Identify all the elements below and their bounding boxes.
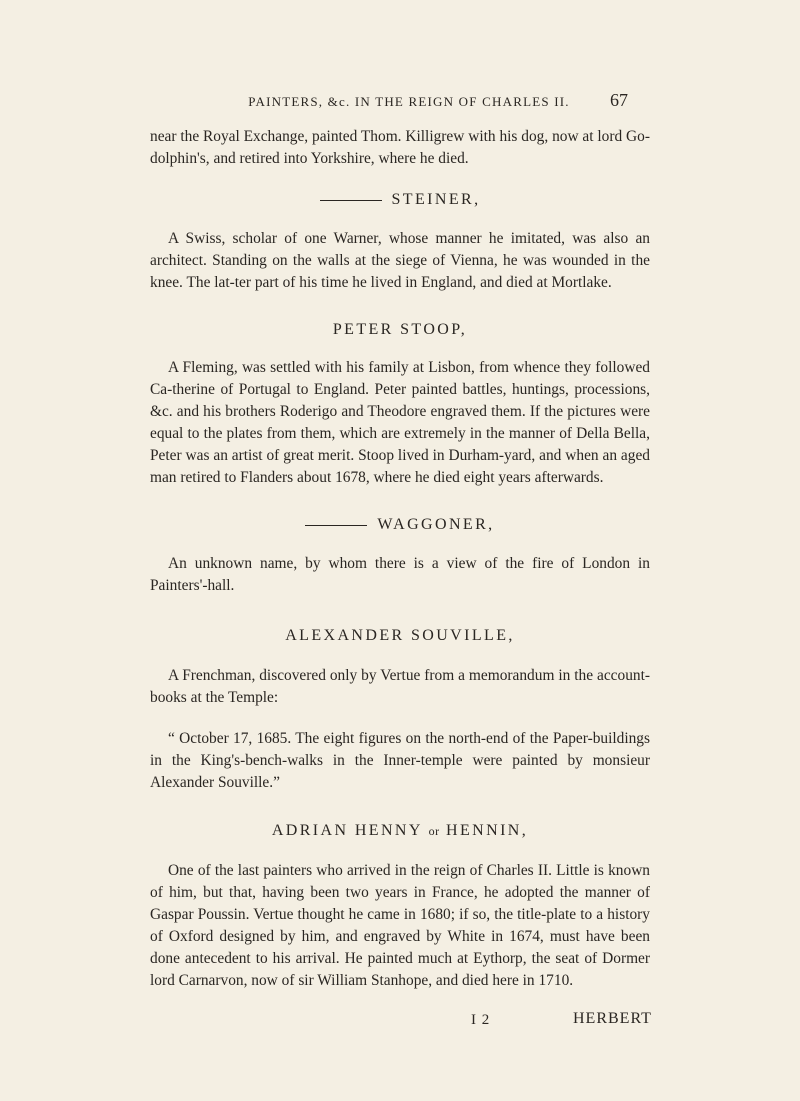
- intro-paragraph: near the Royal Exchange, painted Thom. Killigrew with his dog, now at lord Go-dolphin's, and retired into Yorkshire, where he died.: [150, 128, 650, 167]
- heading-text: STEINER,: [391, 191, 481, 208]
- section-heading-henny: [150, 822, 650, 840]
- running-head: PAINTERS, &c. IN THE REIGN OF CHARLES II.: [248, 94, 570, 109]
- section-heading-waggoner: [150, 516, 650, 534]
- body-text: [150, 126, 650, 992]
- section-heading-souville: ALEXANDER SOUVILLE,: [285, 627, 515, 644]
- heading-dash: [305, 525, 367, 526]
- heading-text: HENNIN,: [446, 822, 529, 839]
- paragraph-steiner: A Swiss, scholar of one Warner, whose manner he imitated, was also an architect. Standing on the walls at the siege of Vienna, he was wounded in the knee. The lat-ter part of his time he lived in England, and died at Mortlake.: [150, 230, 650, 291]
- page-number: 67: [610, 90, 628, 110]
- heading-text: WAGGONER,: [377, 516, 495, 533]
- paragraph-henny: One of the last painters who arrived in the reign of Charles II. Little is known of him, but that, having been two years in France, he adopted the manner of Gaspar Poussin. Vertue thought he came in 1680; if so, the title-plate to a history of Oxford designed by him, and engraved by White in 1674, must have been done antecedent to his arrival. He painted much at Eythorp, the seat of Dormer lord Carnarvon, now of sir William Stanhope, and died here in 1710.: [150, 862, 650, 989]
- heading-or: or: [428, 824, 440, 838]
- paragraph-stoop: A Fleming, was settled with his family at Lisbon, from whence they followed Ca-therine of Portugal to England. Peter painted battles, huntings, processions, &c. and his brothers Roderigo and Theodore engraved them. If the pictures were equal to the plates from them, which are extremely in the manner of Della Bella, Peter was an artist of great merit. Stoop lived in Durham-yard, and when an aged man retired to Flanders about 1678, where he died eight years afterwards.: [150, 359, 650, 486]
- section-heading-stoop: PETER STOOP,: [332, 321, 468, 338]
- section-heading-steiner: [150, 191, 650, 209]
- heading-text: ADRIAN HENNY: [271, 822, 423, 839]
- paragraph-waggoner: An unknown name, by whom there is a view of the fire of London in Painters'-hall.: [150, 555, 650, 594]
- quote-souville: “ October 17, 1685. The eight figures on the north-end of the Paper-buildings in the King's-bench-walks in the Inner-temple were painted by monsieur Alexander Souville.”: [150, 730, 650, 791]
- catchword: HERBERT: [573, 1010, 652, 1027]
- heading-dash: [320, 200, 382, 201]
- paragraph-souville: A Frenchman, discovered only by Vertue from a memorandum in the account-books at the Temple:: [150, 667, 650, 706]
- signature-mark: I 2: [471, 1012, 491, 1028]
